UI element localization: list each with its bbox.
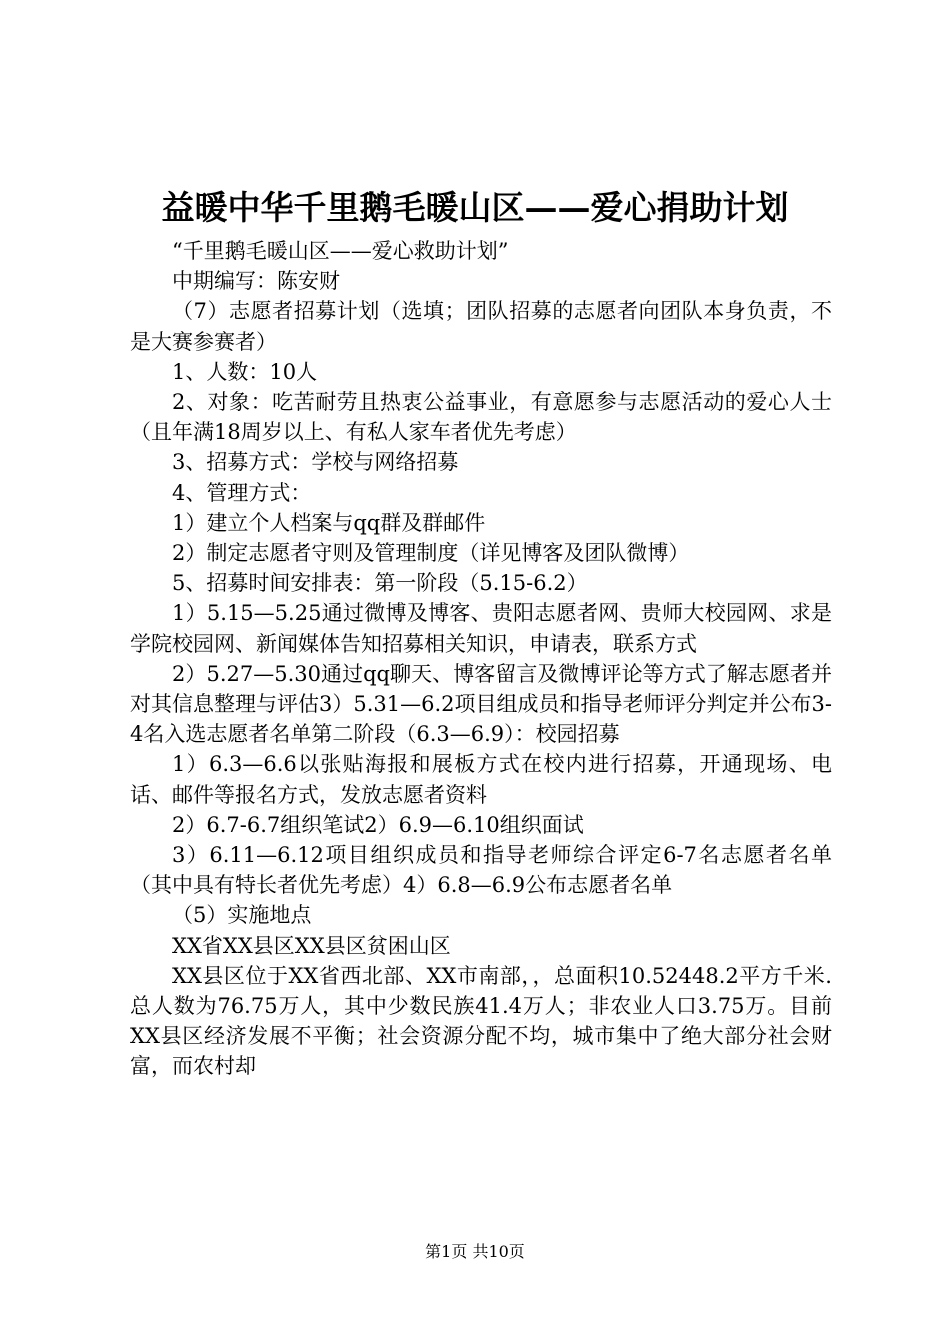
paragraph-campus-1: 1）6.3—6.6以张贴海报和展板方式在校内进行招募，开通现场、电话、邮件等报名方式，发放志愿者资料 — [130, 752, 832, 807]
page-footer: 第1页 共10页 — [425, 1242, 525, 1261]
paragraph-schedule-2: 2）5.27—5.30通过qq聊天、博客留言及微博评论等方式了解志愿者并对其信息整理与评估3）5.31—6.2项目组成员和指导老师评分判定并公布3-4名入选志愿者名单第二阶段（6.3—6.9）：校园招募 — [130, 661, 832, 747]
paragraph-section-7: （7）志愿者招募计划（选填；团队招募的志愿者向团队本身负责，不是大赛参赛者） — [130, 299, 832, 354]
document-title: 益暖中华千里鹅毛暖山区——爱心捐助计划 — [161, 188, 789, 227]
paragraph-schedule-1: 1）5.15—5.25通过微博及博客、贵阳志愿者网、贵师大校园网、求是学院校园网、新闻媒体告知招募相关知识，申请表，联系方式 — [130, 601, 832, 656]
paragraph-target: 2、对象：吃苦耐劳且热衷公益事业，有意愿参与志愿活动的爱心人士（且年满18周岁以上、有私人家车者优先考虑） — [130, 390, 832, 445]
paragraph-recruit-method: 3、招募方式：学校与网络招募 — [172, 450, 459, 475]
paragraph-headcount: 1、人数：10人 — [172, 359, 318, 384]
paragraph-management: 4、管理方式： — [172, 480, 312, 505]
paragraph-quote-title: “千里鹅毛暖山区——爱心救助计划” — [172, 239, 509, 263]
paragraph-schedule: 5、招募时间安排表：第一阶段（5.15-6.2） — [172, 571, 588, 596]
paragraph-author: 中期编写：陈安财 — [172, 269, 340, 294]
paragraph-management-1: 1）建立个人档案与qq群及群邮件 — [172, 510, 486, 535]
paragraph-location: XX省XX县区XX县区贫困山区 — [172, 933, 451, 958]
document-body — [130, 236, 832, 1082]
paragraph-county-description: XX县区位于XX省西北部、XX市南部，，总面积10.52448.2平方千米.总人数为76.75万人，其中少数民族41.4万人；非农业人口3.75万。目前XX县区经济发展不平衡；社会资源分配不均，城市集中了绝大部分社会财富，而农村却 — [130, 963, 832, 1079]
paragraph-campus-3: 3）6.11—6.12项目组织成员和指导老师综合评定6-7名志愿者名单（其中具有特长者优先考虑）4）6.8—6.9公布志愿者名单 — [130, 843, 832, 898]
paragraph-campus-2: 2）6.7-6.7组织笔试2）6.9—6.10组织面试 — [172, 812, 584, 837]
paragraph-management-2: 2）制定志愿者守则及管理制度（详见博客及团队微博） — [172, 541, 690, 566]
paragraph-section-5: （5）实施地点 — [172, 903, 312, 928]
